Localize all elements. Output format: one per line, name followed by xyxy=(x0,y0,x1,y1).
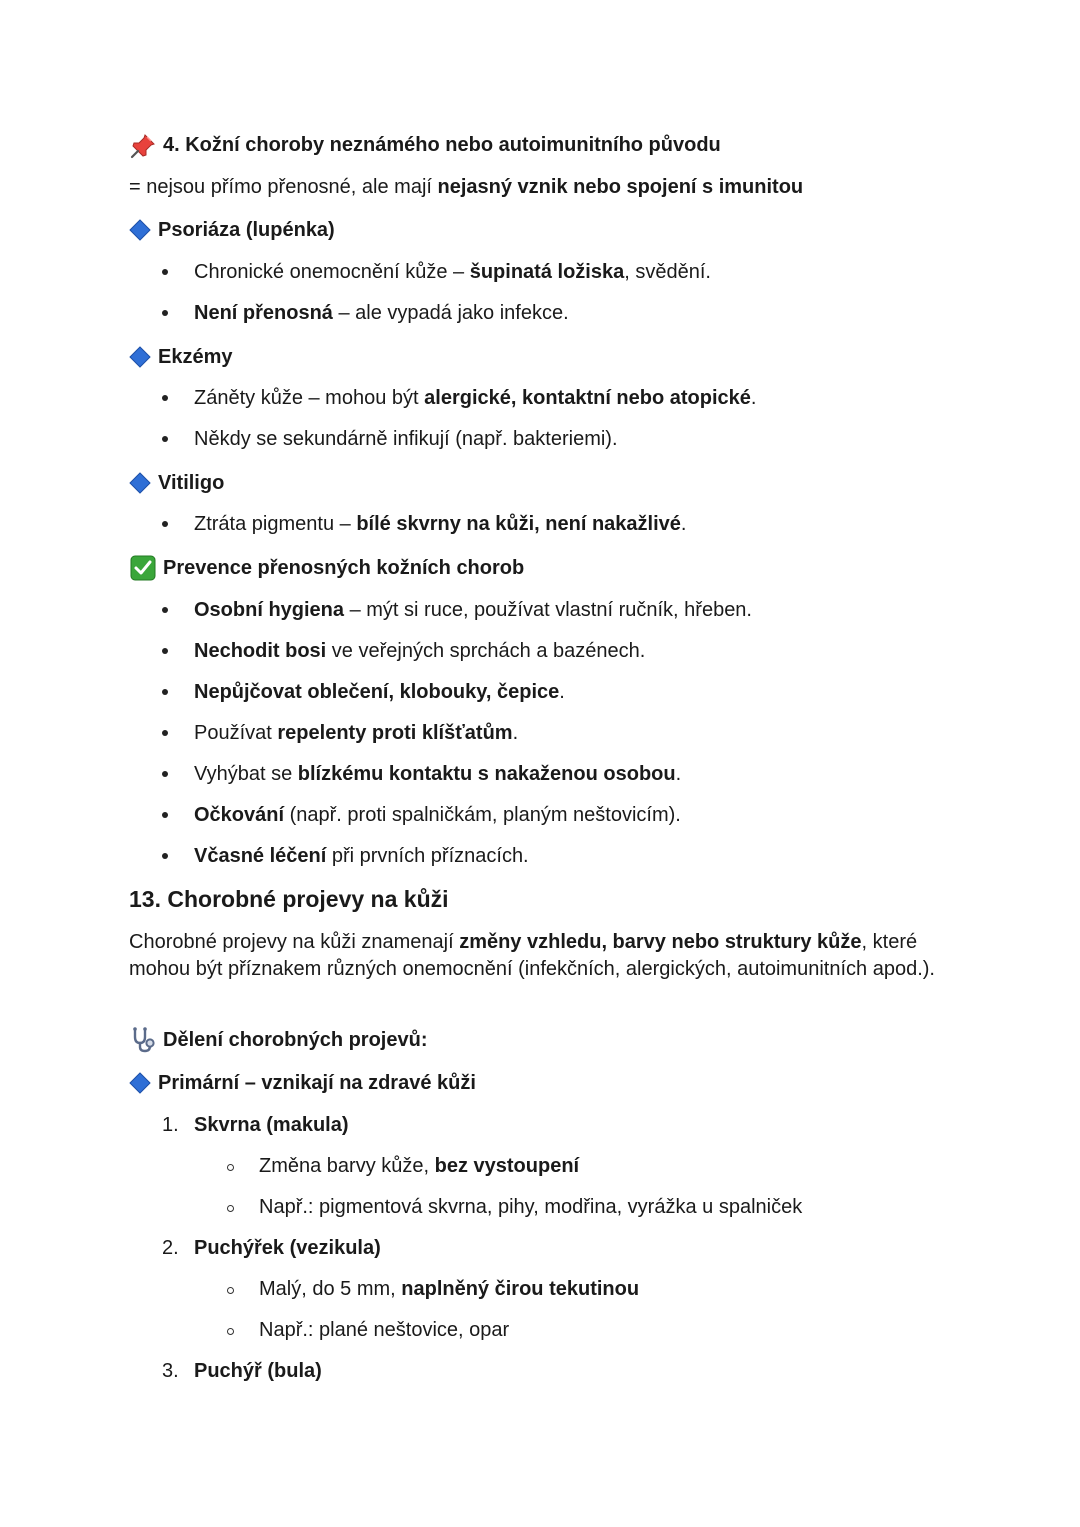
blue-diamond-icon xyxy=(129,1072,151,1094)
document-page: 4. Kožní choroby neznámého nebo autoimunitního původu = nejsou přímo přenosné, ale mají nejasný vznik nebo spojení s imunitou Psoriáza (lupénka) Chronické onemocnění kůže – šupinatá ložiska, svědění. Není přenosná – ale vypadá jako infekce. Ekzémy Záněty kůže – mohou být alergické, kontaktní nebo atopické. Někdy se sekundárně infikují (např. bakteriemi). Vitiligo Ztráta pigmentu – bílé skvrny na kůži, není nakažlivé. Prevence přenosných kožních chorob Osobní hygiena – mýt si ruce, používat vlastní ručník, hřeben. Nechodit bosi ve veřejných sprchách a bazénech. Nepůjčovat oblečení, klobouky, čepice. Používat repelenty proti klíšťatům. Vyhýbat se blízkému kontaktu s nakaženou osobou. Očkování (např. proti spalničkám, planým neštovicím). Včasné léčení při prvních příznacích. 13. Chorobné projevy na kůži Chorobné projevy na kůži znamenají změny vzhledu, barvy nebo struktury kůže, které mohou být příznakem různých onemocnění (infekčních, alergických, autoimunitních apod.). Dělení chorobných projevů: Primární – vznikají na zdravé kůži 1. Skvrna (makula) Změna barvy kůže, bez vystoupení Např.: pigmentová skvrna, pihy, modřina, vyrážka u spalniček 2. Puchýřek (vezikula) Malý, do 5 mm, naplněný čirou tekutinou Např.: plané neštovice, opar 3. Puchýř (bula) xyxy=(0,0,1080,1527)
stethoscope-icon xyxy=(129,1026,157,1054)
blue-diamond-icon xyxy=(129,472,151,494)
pushpin-icon xyxy=(129,132,157,160)
blue-diamond-icon xyxy=(129,219,151,241)
check-mark-button-icon xyxy=(130,555,156,581)
section-4-title: 4. Kožní choroby neznámého nebo autoimunitního původu xyxy=(163,134,721,156)
blue-diamond-icon xyxy=(129,346,151,368)
